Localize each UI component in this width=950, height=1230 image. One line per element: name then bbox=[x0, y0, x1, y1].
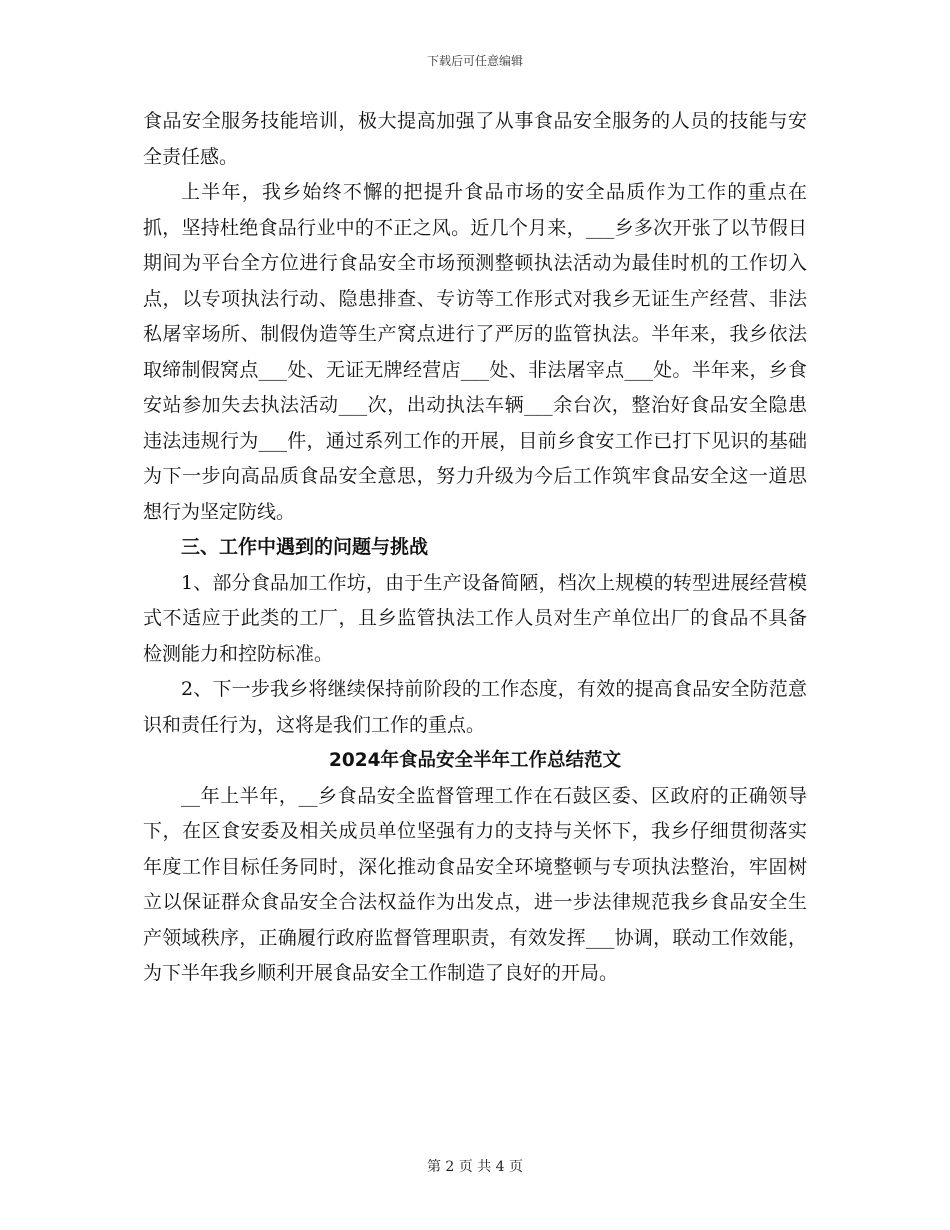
document-body bbox=[143, 104, 807, 992]
section-heading-problems: 三、工作中遇到的问题与挑战 bbox=[181, 536, 429, 558]
page-number: 第 2 页 共 4 页 bbox=[426, 1159, 524, 1175]
paragraph-summary-intro: __年上半年，__乡食品安全监督管理工作在石鼓区委、区政府的正确领导下，在区食安委及相关成员单位坚强有力的支持与关怀下，我乡仔细贯彻落实年度工作目标任务同时，深化推动食品安全环境整顿与专项执法整治，牢固树立以保证群众食品安全合法权益作为出发点，进一步法律规范我乡食品安全生产领域秩序，正确履行政府监督管理职责，有效发挥___协调，联动工作效能，为下半年我乡顺利开展食品安全工作制造了良好的开局。 bbox=[143, 784, 807, 984]
paragraph-problem-2: 2、下一步我乡将继续保持前阶段的工作态度，有效的提高食品安全防范意识和责任行为，这将是我们工作的重点。 bbox=[143, 678, 807, 736]
paragraph-enforcement: 上半年，我乡始终不懈的把提升食品市场的安全品质作为工作的重点在抓，坚持杜绝食品行业中的不正之风。近几个月来，___乡多次开张了以节假日期间为平台全方位进行食品安全市场预测整顿执法活动为最佳时机的工作切入点，以专项执法行动、隐患排查、专访等工作形式对我乡无证生产经营、非法私屠宰场所、制假伪造等生产窝点进行了严厉的监管执法。半年来，我乡依法取缔制假窝点___处、无证无牌经营店___处、非法屠宰点___处。半年来，乡食安站参加失去执法活动___次，出动执法车辆___余台次，整治好食品安全隐患违法违规行为___件，通过系列工作的开展，目前乡食安工作已打下见识的基础为下一步向高品质食品安全意思，努力升级为今后工作筑牢食品安全这一道思想行为坚定防线。 bbox=[143, 181, 807, 523]
paragraph-problem-1: 1、部分食品加工作坊，由于生产设备简陋，档次上规模的转型进展经营模式不适应于此类的工厂，且乡监管执法工作人员对生产单位出厂的食品不具备检测能力和控防标准。 bbox=[143, 571, 807, 665]
paragraph-continued: 食品安全服务技能培训，极大提高加强了从事食品安全服务的人员的技能与安全责任感。 bbox=[143, 110, 807, 168]
page-header: 下载后可任意编辑 bbox=[426, 54, 523, 68]
document-title: 2024年食品安全半年工作总结范文 bbox=[329, 750, 621, 771]
